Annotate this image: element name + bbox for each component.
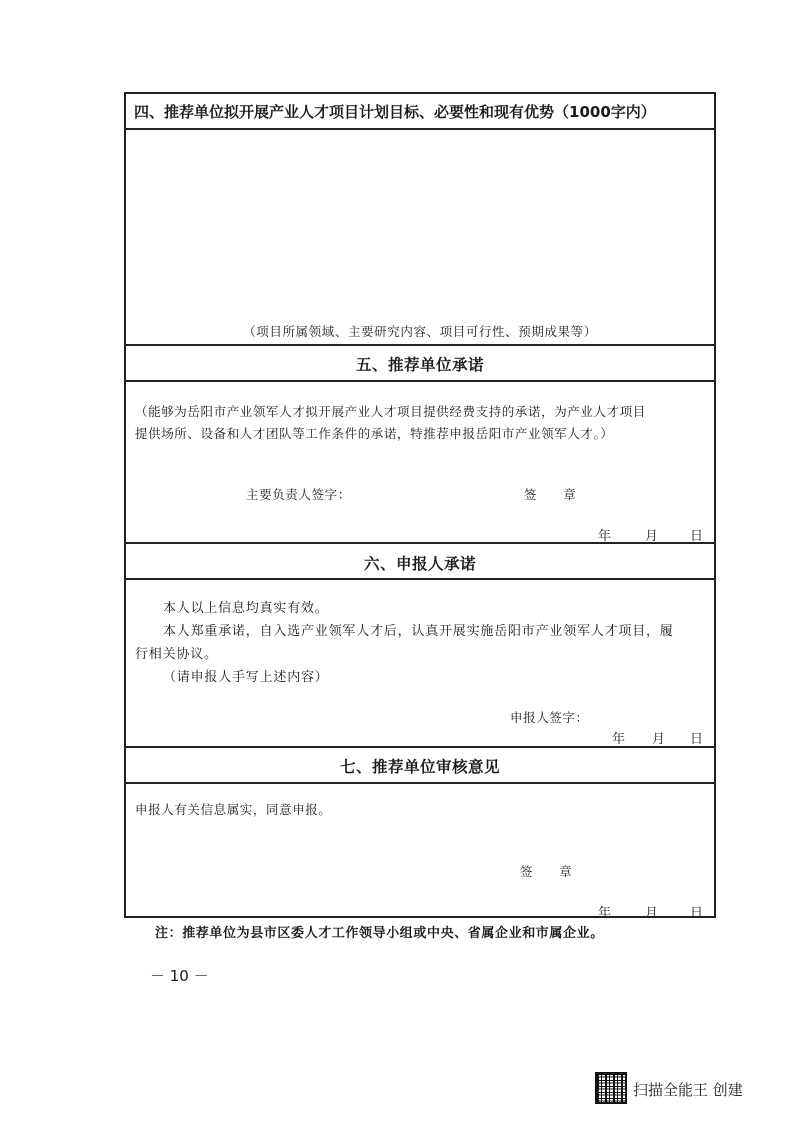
section5-month: 月 bbox=[645, 529, 659, 544]
divider-section7-header bbox=[124, 782, 716, 784]
page-number: － 10 － bbox=[150, 967, 209, 985]
section6-month: 月 bbox=[652, 732, 666, 747]
qr-code-icon bbox=[595, 1072, 627, 1104]
section6-title: 六、申报人承诺 bbox=[363, 555, 476, 573]
section4-hint: （项目所属领域、主要研究内容、项目可行性、预期成果等） bbox=[243, 324, 597, 339]
section7-day: 日 bbox=[690, 906, 704, 921]
section4-title: 四、推荐单位拟开展产业人才项目计划目标、必要性和现有优势（1000字内） bbox=[134, 103, 656, 121]
divider-section6-header bbox=[124, 578, 716, 580]
section5-text-line2: 提供场所、设备和人才团队等工作条件的承诺，特推荐申报岳阳市产业领军人才。） bbox=[135, 426, 614, 441]
divider-section6-top bbox=[124, 542, 716, 544]
section6-year: 年 bbox=[612, 732, 626, 747]
section6-line1: 本人以上信息均真实有效。 bbox=[163, 601, 329, 616]
section6-line3: 行相关协议。 bbox=[135, 647, 218, 662]
section7-seal-label: 签 章 bbox=[520, 864, 573, 879]
section5-year: 年 bbox=[598, 529, 612, 544]
section6-day: 日 bbox=[690, 732, 704, 747]
divider-section5-header bbox=[124, 380, 716, 382]
section7-title: 七、推荐单位审核意见 bbox=[339, 758, 500, 776]
divider-section7-top bbox=[124, 746, 716, 748]
divider-section4-header bbox=[124, 128, 716, 130]
section5-day: 日 bbox=[690, 529, 704, 544]
section5-seal-label: 签 章 bbox=[524, 487, 577, 502]
form-table bbox=[124, 92, 716, 918]
section5-title: 五、推荐单位承诺 bbox=[355, 356, 484, 374]
scanner-watermark: 扫描全能王 创建 bbox=[633, 1081, 743, 1099]
section7-opinion: 申报人有关信息属实，同意申报。 bbox=[135, 802, 332, 817]
section7-year: 年 bbox=[598, 906, 612, 921]
section5-text-line1: （能够为岳阳市产业领军人才拟开展产业人才项目提供经费支持的承诺，为产业人才项目 bbox=[135, 404, 646, 419]
footnote: 注：推荐单位为县市区委人才工作领导小组或中央、省属企业和市属企业。 bbox=[155, 926, 604, 941]
section6-sign-label: 申报人签字： bbox=[510, 710, 589, 725]
section6-line2: 本人郑重承诺，自入选产业领军人才后，认真开展实施岳阳市产业领军人才项目，履 bbox=[163, 624, 674, 639]
section6-line4: （请申报人手写上述内容） bbox=[163, 670, 329, 685]
section7-month: 月 bbox=[645, 906, 659, 921]
divider-section5-top bbox=[124, 344, 716, 346]
section5-sign-label: 主要负责人签字： bbox=[246, 487, 351, 502]
